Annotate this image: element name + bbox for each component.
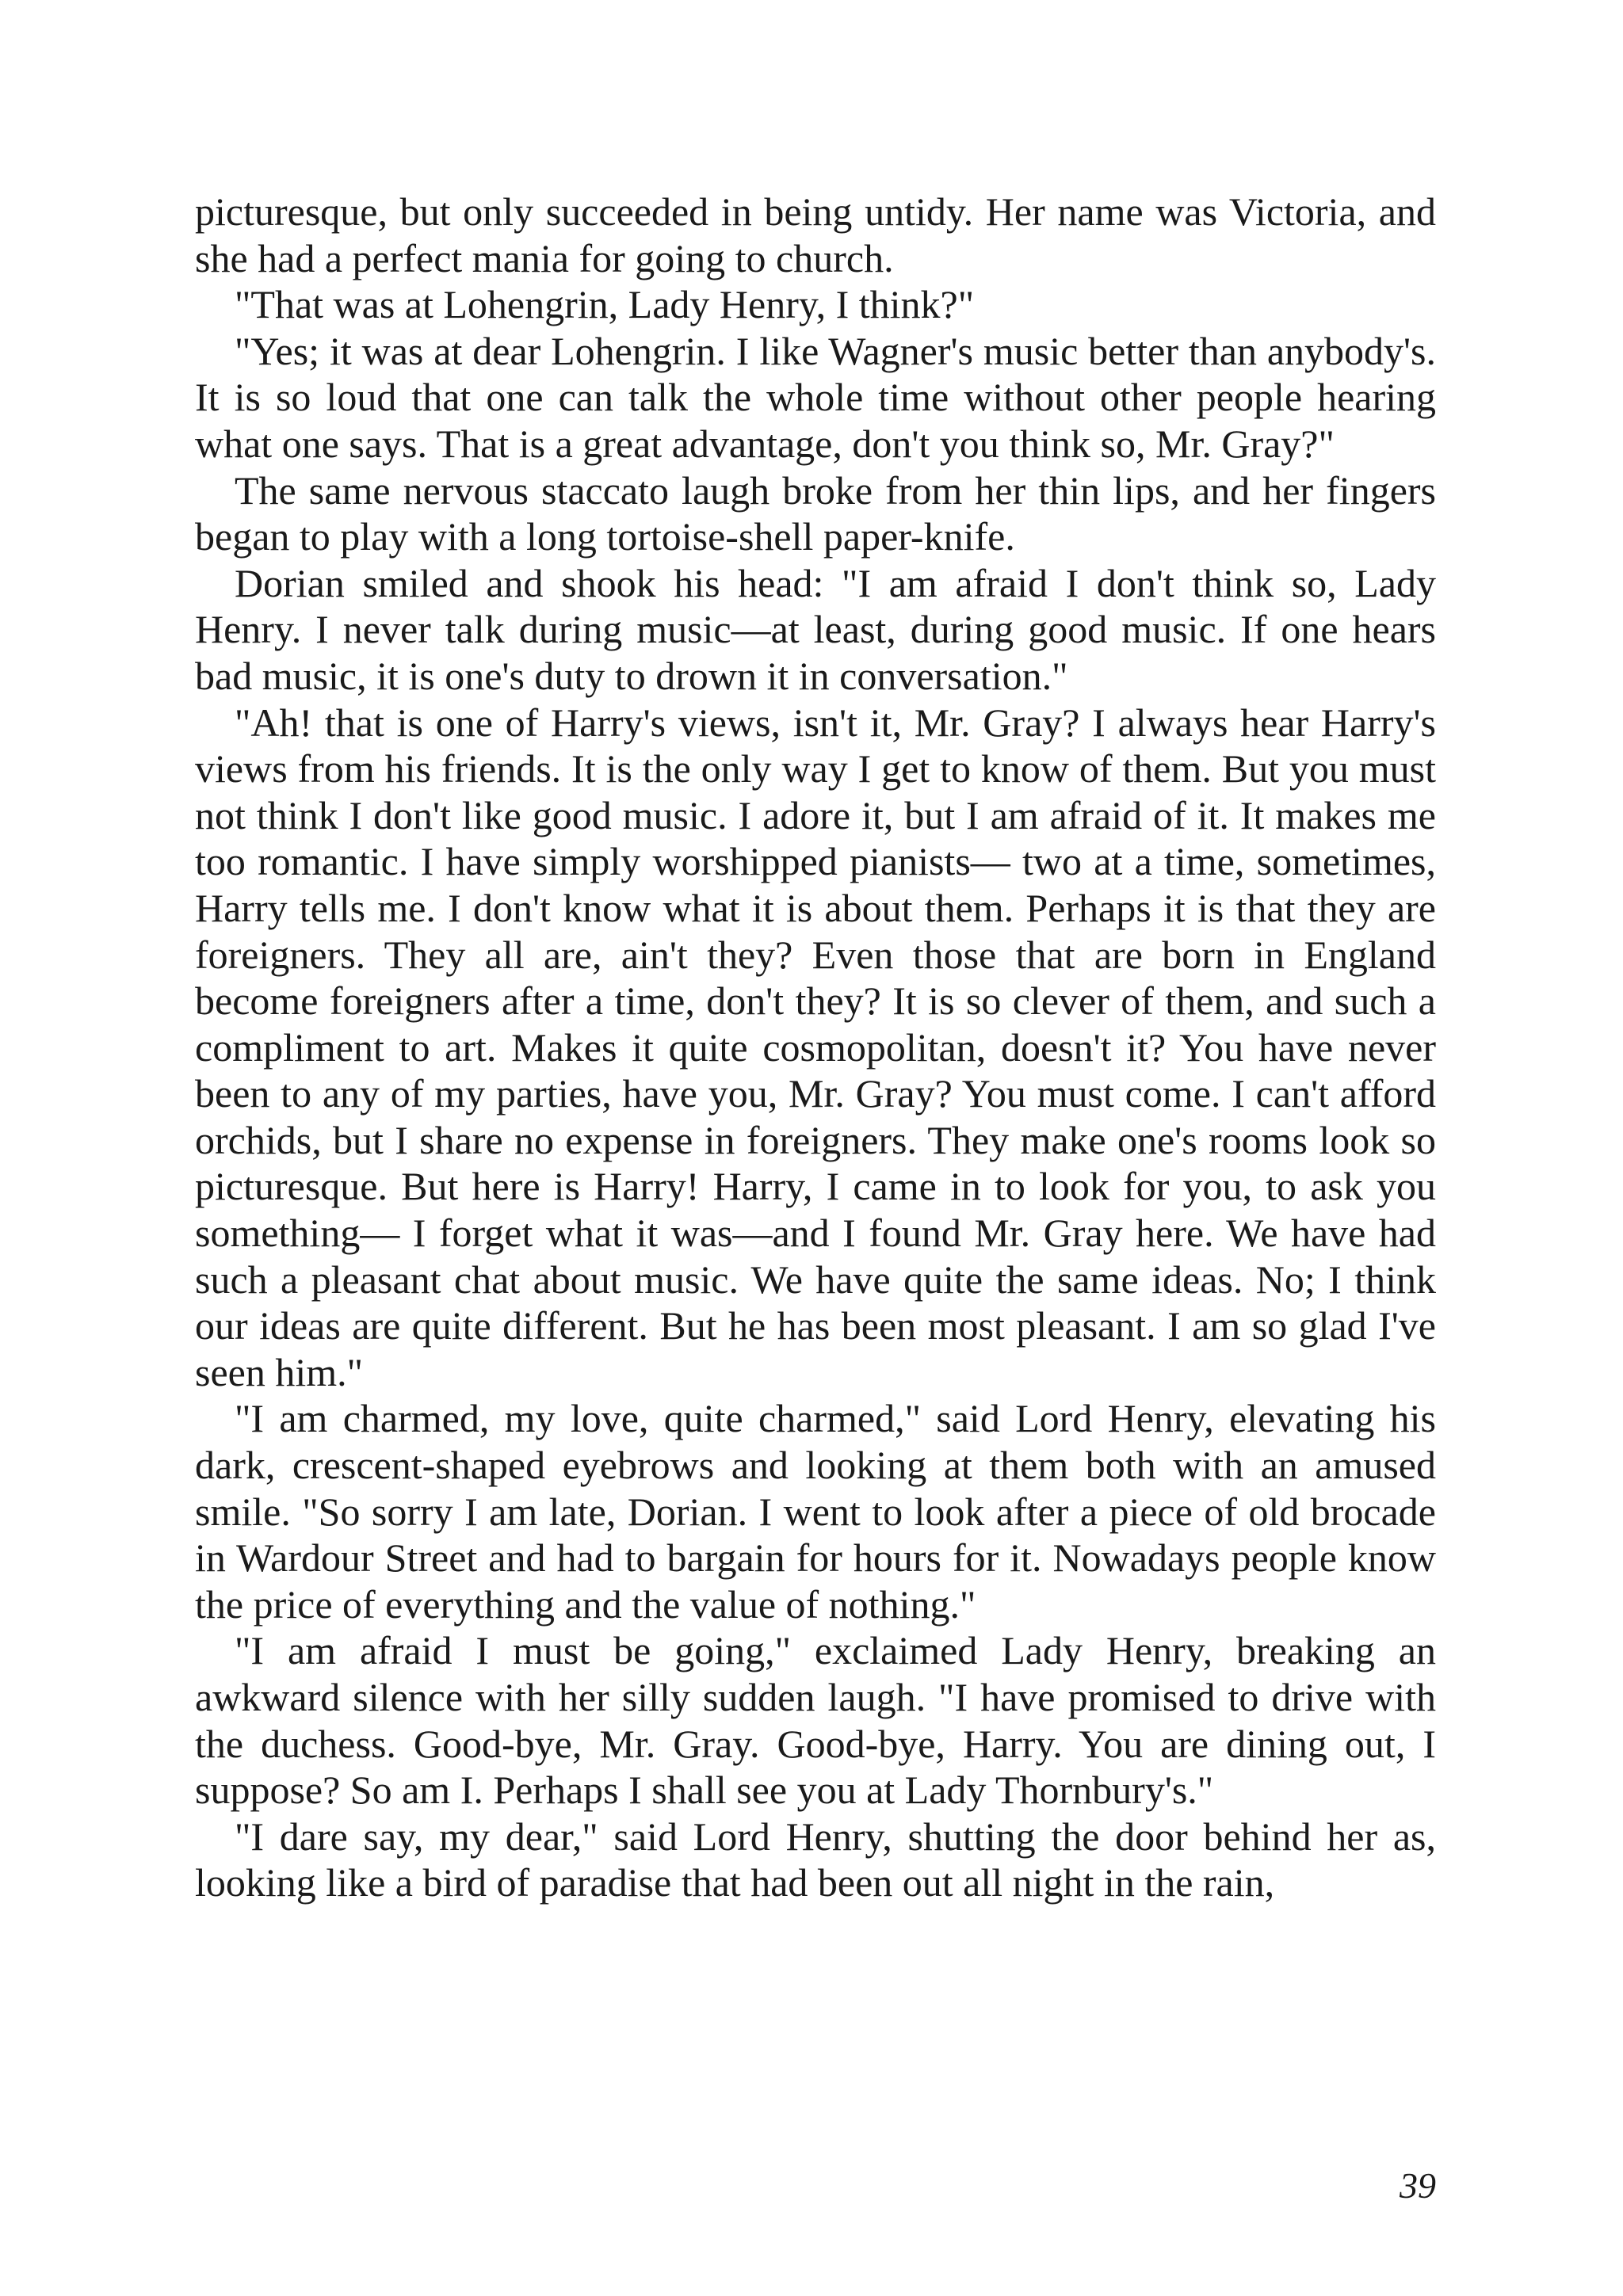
paragraph: "Ah! that is one of Harry's views, isn't it, Mr. Gray? I always hear Harry's views from his friends. It is the only way I get to know of them. But you must not think I don't like good music. I adore it, but I am afraid of it. It makes me too romantic. I have simply worshipped pianists— two at a time, sometimes, Harry tells me. I don't know what it is about them. Perhaps it is that they are foreigners. They all are, ain't they? Even those that are born in England become foreigners after a time, don't they? It is so clever of them, and such a compliment to art. Makes it quite cosmopolitan, doesn't it? You have never been to any of my parties, have you, Mr. Gray? You must come. I can't afford orchids, but I share no expense in foreigners. They make one's rooms look so picturesque. But here is Harry! Harry, I came in to look for you, to ask you something— I forget what it was—and I found Mr. Gray here. We have had such a pleasant chat about music. We have quite the same ideas. No; I think our ideas are quite different. But he has been most pleasant. I am so glad I've seen him." (195, 700, 1436, 1394)
paragraph: The same nervous staccato laugh broke from her thin lips, and her fingers began to play with a long tortoise-shell paper-knife. (195, 467, 1436, 559)
body-text (195, 189, 1436, 1906)
paragraph: Dorian smiled and shook his head: "I am afraid I don't think so, Lady Henry. I never talk during music—at least, during good music. If one hears bad music, it is one's duty to drown it in conversation." (195, 560, 1436, 698)
paragraph: "That was at Lohengrin, Lady Henry, I think?" (235, 282, 975, 327)
paragraph: "Yes; it was at dear Lohengrin. I like Wagner's music better than anybody's. It is so loud that one can talk the whole time without other people hearing what one says. That is a great advantage, don't you think so, Mr. Gray?" (195, 328, 1436, 466)
paragraph: "I am afraid I must be going," exclaimed Lady Henry, breaking an awkward silence with her silly sudden laugh. "I have promised to drive with the duchess. Good-bye, Mr. Gray. Good-bye, Harry. You are dining out, I suppose? So am I. Perhaps I shall see you at Lady Thornbury's." (195, 1628, 1436, 1813)
paragraph: "I dare say, my dear," said Lord Henry, shutting the door behind her as, looking like a bird of paradise that had been out all night in the rain, (195, 1814, 1436, 1905)
paragraph: "I am charmed, my love, quite charmed," said Lord Henry, elevating his dark, crescent-shaped eyebrows and looking at them both with an amused smile. "So sorry I am late, Dorian. I went to look after a piece of old brocade in Wardour Street and had to bargain for hours for it. Nowadays people know the price of everything and the value of nothing." (195, 1396, 1436, 1627)
paragraph: picturesque, but only succeeded in being untidy. Her name was Victoria, and she had a perfect mania for going to church. (195, 189, 1436, 280)
page-number: 39 (1400, 2165, 1436, 2206)
